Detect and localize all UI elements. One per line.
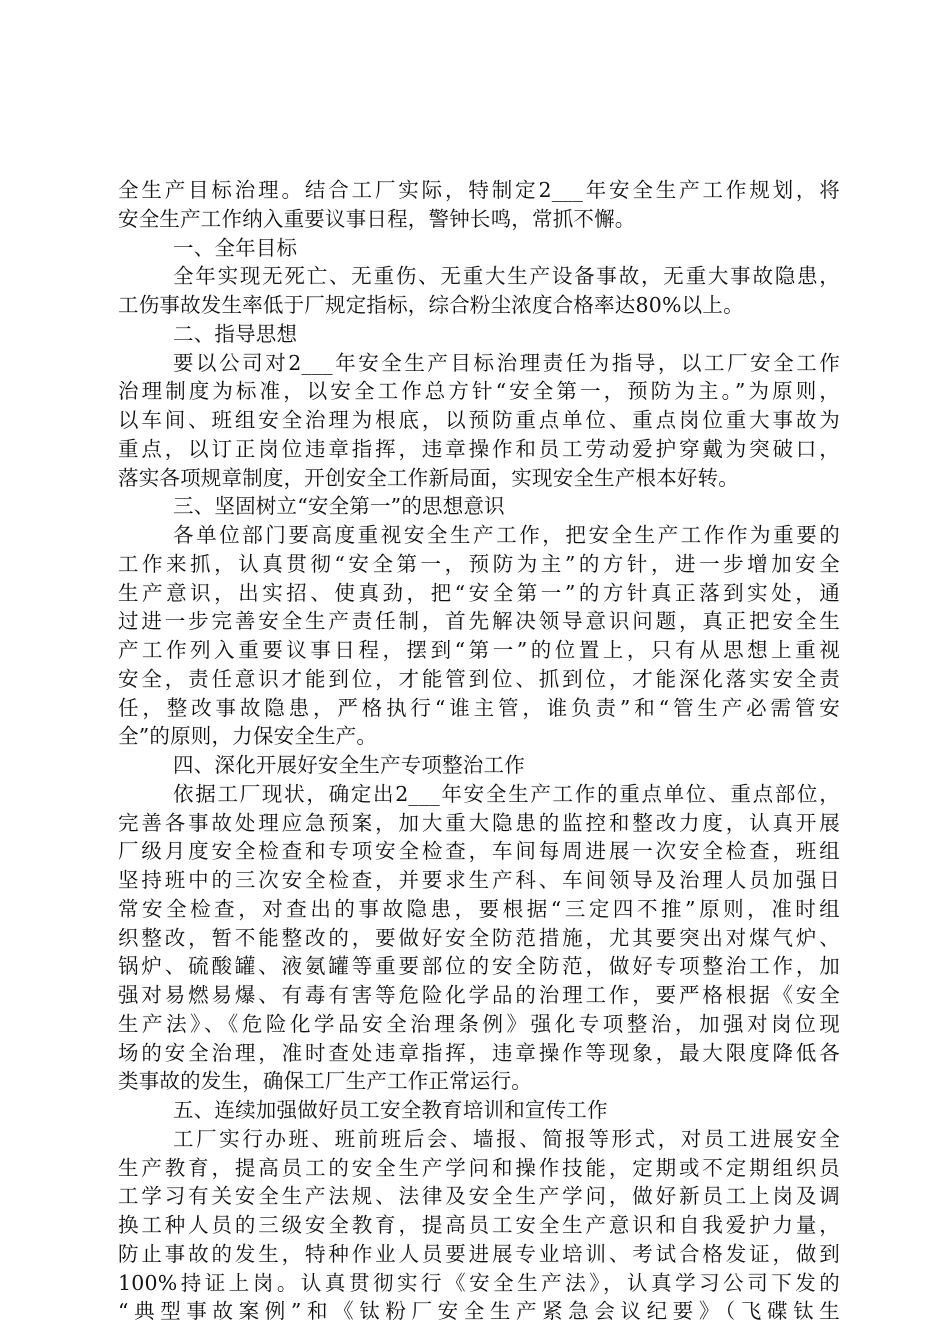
text-line: 一、全年目标 — [173, 235, 298, 260]
text-line: 防止事故的发生，特种作业人员要进展专业培训、考试合格发证，做到 — [118, 1241, 840, 1266]
text-line: 治理制度为标准，以安全工作总方针“安全第一，预防为主。”为原则， — [118, 379, 840, 404]
text-line: 工作来抓，认真贯彻“安全第一，预防为主”的方针，进一步增加安全 — [118, 551, 840, 576]
text-line: 织整改，暂不能整改的，要做好安全防范措施，尤其要突出对煤气炉、 — [118, 925, 840, 950]
text-line: 安全生产工作纳入重要议事日程，警钟长鸣，常抓不懈。 — [118, 206, 636, 231]
text-line: 工伤事故发生率低于厂规定指标，综合粉尘浓度合格率达80%以上。 — [118, 293, 744, 317]
text-line: 产工作列入重要议事日程，摆到“第一”的位置上，只有从思想上重视 — [118, 638, 840, 662]
text-line: 场的安全治理，准时查处违章指挥，违章操作等现象，最大限度降低各 — [118, 1040, 840, 1065]
text-line: 五、连续加强做好员工安全教育培训和宣传工作 — [173, 1098, 608, 1122]
text-line: 生产教育，提高员工的安全生产学问和操作技能，定期或不定期组织员 — [118, 1155, 840, 1180]
text-line: 工学习有关安全生产法规、法律及安全生产学问，做好新员工上岗及调 — [118, 1184, 840, 1209]
text-line: 依据工厂现状，确定出2___年安全生产工作的重点单位、重点部位， — [173, 781, 840, 806]
text-line: 全年实现无死亡、无重伤、无重大生产设备事故，无重大事故隐患， — [173, 264, 840, 289]
text-line: 全生产目标治理。结合工厂实际，特制定2___年安全生产工作规划，将 — [118, 178, 840, 202]
text-line: 坚持班中的三次安全检查，并要求生产科、车间领导及治理人员加强日 — [118, 868, 840, 892]
text-line: 完善各事故处理应急预案，加大重大隐患的监控和整改力度，认真开展 — [118, 810, 840, 835]
text-line: 工厂实行办班、班前班后会、墙报、简报等形式，对员工进展安全 — [173, 1126, 840, 1151]
text-line: 强对易燃易爆、有毒有害等危险化学品的治理工作，要严格根据《安全 — [118, 983, 840, 1007]
text-line: “典型事故案例”和《钛粉厂安全生产紧急会议纪要》（飞碟钛生 — [118, 1299, 840, 1324]
text-line: 100%持证上岗。认真贯彻实行《安全生产法》，认真学习公司下发的 — [118, 1270, 840, 1295]
text-line: 生产意识，出实招、使真劲，把“安全第一”的方针真正落到实处，通 — [118, 580, 840, 605]
text-line: 重点，以订正岗位违章指挥，违章操作和员工劳动爱护穿戴为突破口， — [118, 436, 840, 461]
text-line: 任，整改事故隐患，严格执行“谁主管，谁负责”和“管生产必需管安 — [118, 695, 840, 720]
text-line: 过进一步完善安全生产责任制，首先解决领导意识问题，真正把安全生 — [118, 609, 840, 634]
text-line: 生产法》、《危险化学品安全治理条例》强化专项整治，加强对岗位现 — [118, 1011, 840, 1036]
text-line: 类事故的发生，确保工厂生产工作正常运行。 — [118, 1069, 532, 1094]
text-line: 以车间、班组安全治理为根底，以预防重点单位、重点岗位重大事故为 — [118, 408, 840, 432]
text-line: 三、坚固树立“安全第一”的思想意识 — [173, 494, 505, 519]
text-line: 厂级月度安全检查和专项安全检查，车间每周进展一次安全检查，班组 — [118, 839, 840, 864]
text-line: 换工种人员的三级安全教育，提高员工安全生产意识和自我爱护力量， — [118, 1213, 840, 1237]
text-line: 安全，责任意识才能到位，才能管到位、抓到位，才能深化落实安全责 — [118, 666, 840, 691]
text-line: 各单位部门要高度重视安全生产工作，把安全生产工作作为重要的 — [173, 523, 840, 547]
text-line: 常安全检查，对查出的事故隐患，要根据“三定四不推”原则，准时组 — [118, 896, 840, 921]
text-line: 全”的原则，力保安全生产。 — [118, 724, 378, 749]
text-line: 二、指导思想 — [173, 321, 298, 346]
text-line: 要以公司对2___年安全生产目标治理责任为指导，以工厂安全工作 — [173, 350, 840, 375]
text-line: 落实各项规章制度，开创安全工作新局面，实现安全生产根本好转。 — [118, 465, 739, 490]
text-line: 锅炉、硫酸罐、液氨罐等重要部位的安全防范，做好专项整治工作，加 — [118, 954, 840, 979]
text-line: 四、深化开展好安全生产专项整治工作 — [173, 753, 525, 777]
document-body — [118, 176, 840, 1326]
